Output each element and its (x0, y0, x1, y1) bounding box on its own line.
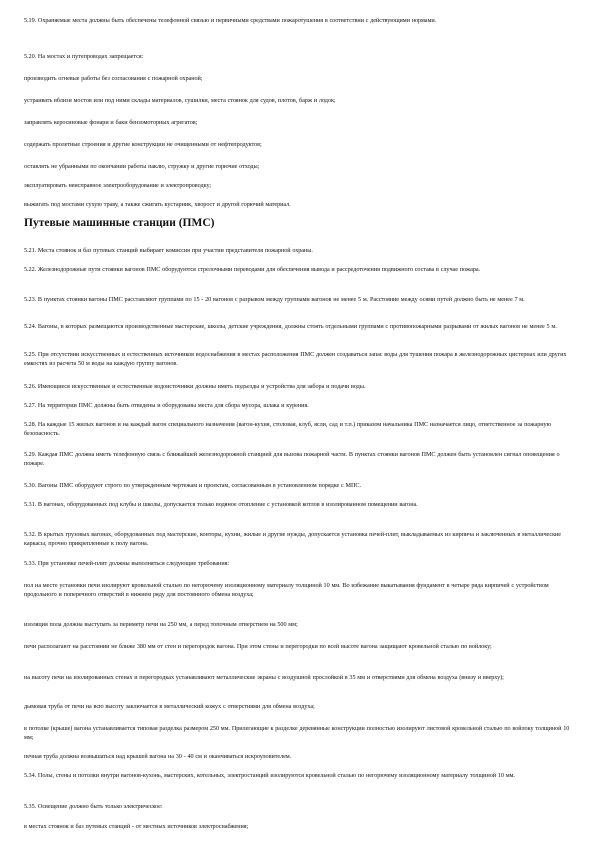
list-item: печная труба должна возвышаться над крышей вагона на 30 - 40 см и оканчиваться искроуловителем. (24, 753, 292, 760)
paragraph-5-35: 5.35. Освещение должно быть только электрическое: (24, 803, 163, 810)
list-item: изоляция пола должна выступать за периметр печи на 250 мм, а перед топочным отверстием на 500 мм; (24, 621, 298, 628)
paragraph-5-33: 5.33. При установке печей-плит должны выполняться следующие требования: (24, 560, 230, 567)
list-item: заправлять керосиновые фонари и баки бензомоторных агрегатов; (24, 119, 198, 126)
list-item: оставлять не убранными по окончании работы паклю, стружку и другие горючие отходы; (24, 163, 260, 170)
paragraph-5-25: 5.25. При отсутствии искусственных и естественных источников водоснабжения в местах расположения ПМС должен создаваться запас воды для тушения пожара в железнодорожных цистернах или других емкостях из расчета 50 м воды на каждую группу вагонов. (24, 351, 567, 367)
paragraph-5-27: 5.27. На территории ПМС должны быть отведены и оборудованы места для сбора мусора, шлака и курения. (24, 402, 309, 409)
list-item: в местах стоянок и баз путевых станций - от местных источников электроснабжения; (24, 823, 249, 830)
paragraph-5-21: 5.21. Места стоянок и баз путевых станций выбирает комиссия при участии представителя пожарной охраны. (24, 247, 313, 254)
list-item: дымовая труба от печи на всю высоту заключается в металлический кожух с отверстиями для обмена воздуха; (24, 703, 315, 710)
paragraph-5-28: 5.28. На каждые 15 жилых вагонов и на каждый вагон специального назначения (вагон-кухня, столовая, клуб, ясли, сад и т.п.) приказом начальника ПМС назначается лицо, ответственное за пожарную безопасность. (24, 421, 552, 437)
paragraph-5-30: 5.30. Вагоны ПМС оборудуют строго по утвержденным чертежам и проектам, согласованным в установленном порядке с МПС. (24, 482, 361, 489)
paragraph-5-20: 5.20. На мостах и путепроводах запрещается: (24, 53, 144, 60)
paragraph-5-22: 5.22. Железнодорожные пути стоянки вагонов ПМС оборудуются стрелочными переводами для обеспечения вывода и рассредоточения подвижного состава в случае пожара. (24, 266, 481, 273)
list-item: содержать пролетные строения и другие конструкции не очищенными от нефтепродуктов; (24, 141, 262, 148)
list-item: на высоту печи на изолированных стенах и перегородках устанавливают металлические экраны с воздушной прослойкой в 35 мм и отверстиями для обмена воздуха (внизу и вверху); (24, 674, 504, 681)
list-item: эксплуатировать неисправное электрооборудование и электропроводку; (24, 182, 212, 189)
paragraph-5-19: 5.19. Охраняемые места должны быть обеспечены телефонной связью и первичными средствами пожаротушения в соответствии с действующими нормами. (24, 17, 437, 24)
section-heading: Путевые машинные станции (ПМС) (24, 217, 215, 229)
paragraph-5-26: 5.26. Имеющиеся искусственные и естественные водоисточники должны иметь подъезды и устройства для забора и подачи воды. (24, 383, 366, 390)
paragraph-5-24: 5.24. Вагоны, в которых размещаются производственные мастерские, школы, детские учреждения, должны стоять отдельными группами с противопожарными разрывами от жилых вагонов не менее 5 м. (24, 323, 557, 330)
paragraph-5-23: 5.23. В пунктах стоянки вагоны ПМС расставляют группами по 15 - 20 вагонов с разрывом между группами вагонов не менее 5 м. Расстояние между осями путей должно быть не менее 7 м. (24, 296, 525, 303)
paragraph-5-29: 5.29. Каждая ПМС должна иметь телефонную связь с ближайшей железнодорожной станцией для вызова пожарной части. В пунктах стоянки вагонов ПМС должен быть установлен сигнал оповещения о пожаре. (24, 451, 560, 467)
list-item: устраивать вблизи мостов или под ними склады материалов, сушилки, места стоянок для судов, плотов, барж и лодок; (24, 97, 336, 104)
list-item: печи располагают на расстоянии не ближе 380 мм от стен и перегородок вагона. При этом стены и перегородки по всей высоте вагона защищают кровельной сталью по войлоку; (24, 643, 492, 650)
list-item: в потолке (крыше) вагона устанавливается типовая разделка размером 250 мм. Прилегающие к разделке деревянные конструкции полностью изолируют листовой кровельной сталью по войлоку толщиной 10 мм; (24, 725, 570, 741)
paragraph-5-31: 5.31. В вагонах, оборудованных под клубы и школы, допускается только водяное отопление с установкой котлов в изолированном помещении вагона. (24, 501, 418, 508)
paragraph-5-32: 5.32. В крытых грузовых вагонах, оборудованных под мастерские, конторы, кухни, жилые и другие нужды, допускается установка печей-плит, выкладываемых из кирпича и заключенных в металлические каркасы, прочно прикрепленные к полу вагона. (24, 531, 561, 547)
list-item: пол на месте установки печи изолируют кровельной сталью по негорючему изоляционному материалу толщиной 10 мм. Во избежание выкатывания фундамент в четыре ряда кирпичей с устройством продольного и поперечного отверстий в нижнем ряду для постоянного обмена воздуха; (24, 582, 549, 598)
list-item: выжигать под мостами сухую траву, а также сжигать кустарник, хворост и другой горючий материал. (24, 201, 291, 208)
paragraph-5-34: 5.34. Полы, стены и потолки внутри вагонов-кухонь, мастерских, котельных, электростанций изолируются кровельной сталью по негорючему изоляционному материалу толщиной 10 мм. (24, 772, 515, 779)
list-item: производить огневые работы без согласования с пожарной охраной; (24, 75, 203, 82)
